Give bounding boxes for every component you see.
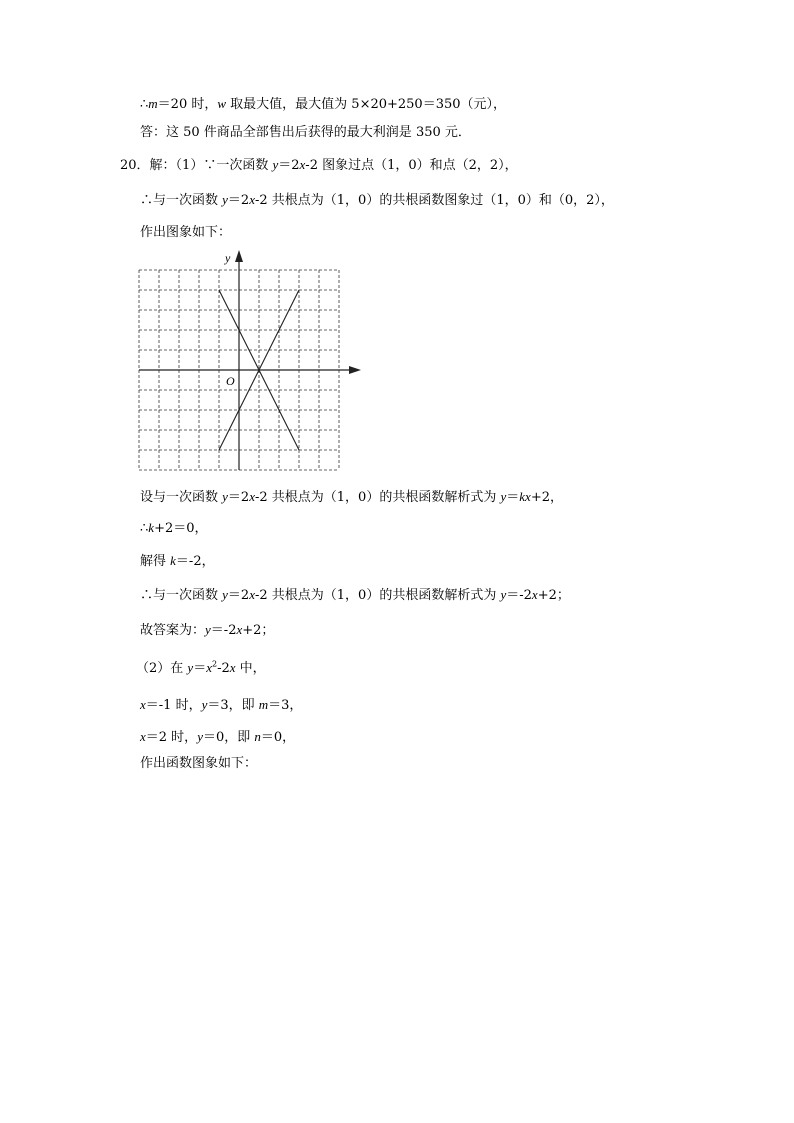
text-frag: +2＝0，	[154, 521, 208, 536]
text-frag: ＝0，即	[202, 730, 255, 745]
var-y: y	[201, 697, 208, 712]
text-frag: 取最大值，最大值为 5×20+250＝350（元），	[226, 97, 507, 112]
text-frag: +2，	[530, 490, 563, 505]
var-y: y	[272, 157, 279, 172]
text-frag: ＝20 时，	[157, 97, 218, 112]
var-y: y	[500, 489, 507, 504]
text-frag: 设与一次函数	[140, 490, 223, 505]
text-frag: 故答案为：	[140, 623, 206, 638]
text-frag: ＝2	[278, 158, 300, 173]
text-frag: ∴与一次函数	[140, 193, 223, 208]
var-k: k	[170, 553, 176, 568]
text-frag: ＝2	[227, 193, 250, 208]
therefore-symbol: ∴	[140, 97, 149, 112]
text-frag: ＝3，	[268, 698, 303, 713]
question-number: 20．	[120, 158, 150, 173]
var-m: m	[148, 96, 158, 111]
text-line-9	[140, 587, 570, 604]
text-line-10	[140, 622, 274, 639]
text-line-7	[140, 520, 208, 537]
var-x: x	[140, 729, 146, 744]
var-y: y	[205, 622, 211, 637]
text-frag: ＝2	[227, 588, 250, 603]
text-line-13	[140, 729, 295, 746]
text-line-3	[120, 157, 518, 174]
text-frag: -2 共根点为（1，0）的共根函数解析式为	[254, 588, 501, 603]
text-frag: ＝0，	[260, 730, 296, 745]
text-frag: ＝-2	[506, 588, 532, 603]
text-line-14: 作出函数图象如下：	[140, 756, 258, 771]
text-frag: ＝	[193, 661, 207, 676]
text-line-5: 作出图象如下：	[140, 225, 232, 240]
var-y: y	[197, 729, 203, 744]
therefore-symbol: ∴	[140, 521, 149, 536]
coordinate-graph	[134, 248, 364, 476]
text-line-2: 答：这 50 件商品全部售出后获得的最大利润是 350 元．	[140, 125, 471, 140]
text-frag: +2；	[242, 623, 275, 638]
text-line-8	[140, 553, 215, 570]
text-frag: -2	[217, 661, 230, 676]
var-x: x	[249, 587, 255, 602]
var-m: m	[258, 697, 269, 712]
var-x: x	[206, 660, 212, 675]
var-k: k	[148, 520, 155, 535]
text-frag: ＝	[506, 490, 520, 505]
text-frag: 解得	[140, 554, 171, 569]
text-frag: 中，	[235, 661, 266, 676]
var-w: w	[217, 96, 227, 111]
text-frag: ＝2 时，	[145, 730, 198, 745]
y-axis-label: y	[225, 251, 231, 265]
var-n: n	[254, 729, 261, 744]
var-y: y	[187, 660, 194, 675]
text-line-1	[140, 96, 506, 113]
text-frag: 解：（1）∵一次函数	[149, 158, 273, 173]
x-axis-arrow	[349, 366, 361, 374]
text-line-6	[140, 489, 563, 506]
text-frag: -2 共根点为（1，0）的共根函数解析式为	[254, 490, 501, 505]
text-line-11	[136, 660, 266, 677]
exponent: 2	[211, 659, 218, 669]
text-frag: -2 共根点为（1，0）的共根函数图象过（1，0）和（0，2），	[254, 193, 614, 208]
var-y: y	[500, 587, 507, 602]
var-kx: kx	[519, 489, 531, 504]
text-frag: （2）在	[136, 661, 188, 676]
text-frag: ＝-1 时，	[145, 698, 202, 713]
var-x: x	[249, 192, 255, 207]
var-x: x	[140, 697, 146, 712]
y-axis-arrow	[235, 250, 243, 262]
var-x: x	[249, 489, 255, 504]
var-x: x	[236, 622, 243, 637]
var-y: y	[222, 192, 228, 207]
var-x: x	[531, 587, 538, 602]
text-frag: ＝-2	[210, 623, 237, 638]
var-y: y	[222, 489, 228, 504]
text-line-4	[140, 192, 614, 209]
text-line-12	[140, 697, 302, 714]
var-y: y	[222, 587, 228, 602]
text-frag: ＝-2，	[175, 554, 215, 569]
text-frag: -2 图象过点（1，0）和点（2，2），	[305, 158, 518, 173]
var-x: x	[299, 157, 306, 172]
text-frag: +2；	[537, 588, 570, 603]
origin-label: O	[226, 374, 235, 388]
text-frag: ＝2	[227, 490, 250, 505]
axes	[139, 250, 361, 470]
text-frag: ∴与一次函数	[140, 588, 223, 603]
text-frag: ＝3，即	[207, 698, 259, 713]
var-x: x	[229, 660, 236, 675]
